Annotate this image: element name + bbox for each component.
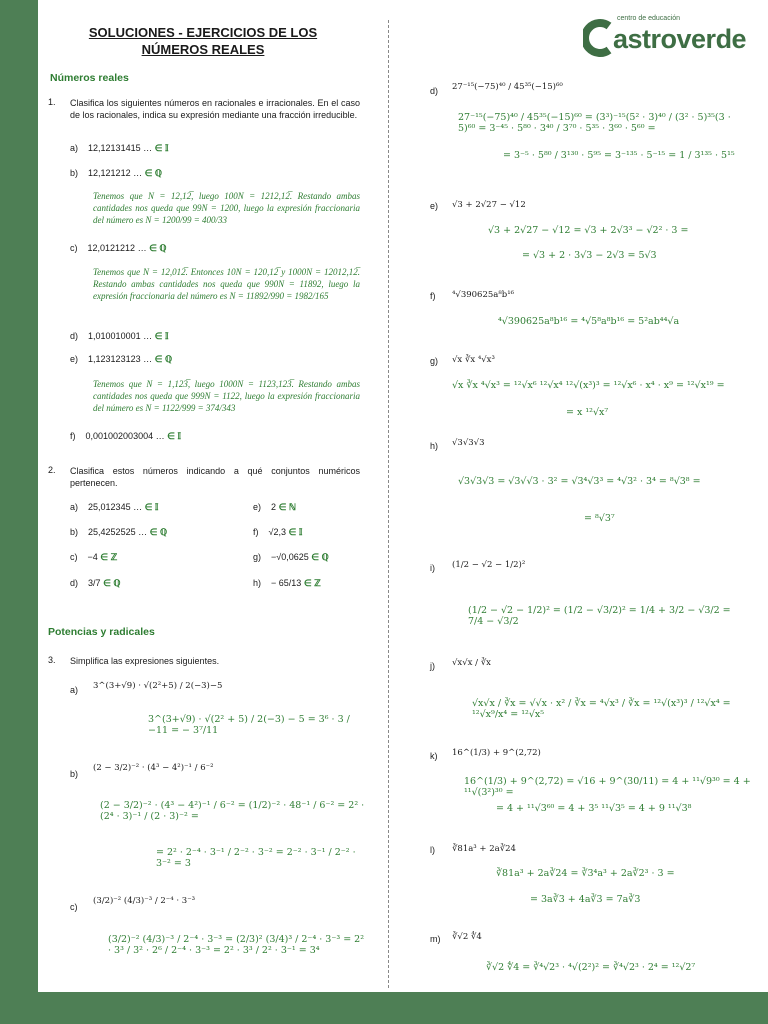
q2-item-f: f) √2,3 ∈ 𝕀	[253, 527, 303, 537]
q1-note-e: Tenemos que N = 1,123̅, luego 1000N = 1123,123̅. Restando ambas cantidades nos queda que 999N = 1122, luego la expresión fraccionaria del número es N = 1122/999 = 374/343	[93, 379, 360, 413]
item-text: 12,121212 …	[88, 168, 143, 178]
q3-item-a-solution: 3^(3+√9) · √(2² + 5) / 2(−3) − 5 = 3⁶ · 3 / −11 = − 3⁷/11	[148, 714, 350, 736]
q3-item-d-label: d)	[430, 86, 439, 96]
item-label: e)	[70, 354, 79, 364]
q1-item-c	[70, 243, 167, 254]
castroverde-logo	[583, 14, 753, 60]
item-answer: ∈ 𝕀	[154, 331, 169, 341]
logo-name: astroverde	[613, 24, 747, 54]
q1-note-b: Tenemos que N = 12,12̅, luego 100N = 1212,12̅. Restando ambas cantidades nos queda que 99N = 1200, luego la expresión fraccionaria del número es N = 1200/99 = 400/33	[93, 191, 360, 225]
q3-item-c-solution: (3/2)⁻² (4/3)⁻³ / 2⁻⁴ · 3⁻³ = (2/3)² (3/4)³ / 2⁻⁴ · 3⁻³ = 2² · 3³ / 3² · 2⁶ / 2⁻⁴ · 3⁻³ = 2² · 3³ / 2² · 3⁻¹ = 3⁴	[108, 934, 365, 956]
footer-band	[0, 992, 768, 1024]
q3-item-b-solution-1: (2 − 3/2)⁻² · (4³ − 4²)⁻¹ / 6⁻² = (1/2)⁻² · 48⁻¹ / 6⁻² = 2² · (2⁴ · 3)⁻¹ / (2 · 3)⁻² =	[100, 800, 365, 822]
item-text: 1,010010001 …	[88, 331, 153, 341]
item-text: 0,001002003004 …	[85, 431, 165, 441]
left-sidebar-band	[0, 0, 38, 1024]
q1-text: Clasifica los siguientes números en racionales e irracionales. En el caso de los racionales, indica su expresión mediante una fracción irreducible.	[70, 98, 360, 120]
q3-item-i-solution: (1/2 − √2 − 1/2)² = (1/2 − √3/2)² = 1/4 + 3/2 − √3/2 = 7/4 − √3/2	[468, 605, 731, 627]
q3-item-e-solution-2: = √3 + 2 · 3√3 − 2√3 = 5√3	[522, 250, 657, 261]
q1-number: 1.	[48, 97, 56, 107]
title-line-1: SOLUCIONES - EJERCICIOS DE LOS	[88, 25, 318, 40]
q2-item-d: d) 3/7 ∈ ℚ	[70, 578, 121, 588]
item-answer: ∈ 𝕀	[167, 431, 181, 441]
q3-item-m-label: m)	[430, 934, 441, 944]
q3-item-k-label: k)	[430, 751, 438, 761]
q3-item-i-label: i)	[430, 563, 435, 573]
q3-item-e-expr: √3 + 2√27 − √12	[452, 200, 526, 210]
q3-item-l-label: l)	[430, 845, 435, 855]
q3-item-m-expr: ∛√2 ∜4	[452, 932, 482, 942]
q3-item-k-expr: 16^(1/3) + 9^(2,72)	[452, 748, 541, 758]
q3-item-g-solution-1: √x ∛x ⁴√x³ = ¹²√x⁶ ¹²√x⁴ ¹²√(x³)³ = ¹²√x⁶ · x⁴ · x⁹ = ¹²√x¹⁹ =	[452, 380, 725, 391]
q3-text: Simplifica las expresiones siguientes.	[70, 656, 220, 666]
section-potencias: Potencias y radicales	[48, 626, 155, 638]
q3-item-d-expr: 27⁻¹⁵(−75)⁴⁰ / 45³⁵(−15)⁶⁰	[452, 82, 563, 92]
q3-item-e-solution-1: √3 + 2√27 − √12 = √3 + 2√3³ − √2² · 3 =	[488, 225, 689, 236]
q1-item-a	[70, 143, 168, 154]
item-label: c)	[70, 243, 78, 253]
q3-item-b-solution-2: = 2² · 2⁻⁴ · 3⁻¹ / 2⁻² · 3⁻² = 2⁻² · 3⁻¹ / 2⁻² · 3⁻² = 3	[156, 847, 356, 869]
q3-item-l-solution-2: = 3a∛3 + 4a∛3 = 7a∛3	[530, 894, 641, 905]
q3-item-j-expr: √x√x / ∛x	[452, 658, 491, 668]
item-text: 12,12131415 …	[88, 143, 153, 153]
item-text: 1,123123123 …	[88, 354, 153, 364]
q3-item-l-solution-1: ∛81a³ + 2a∛24 = ∛3⁴a³ + 2a∛2³ · 3 =	[496, 868, 675, 879]
q3-item-c-expr: (3/2)⁻² (4/3)⁻³ / 2⁻⁴ · 3⁻³	[93, 896, 196, 906]
q3-item-h-label: h)	[430, 441, 439, 451]
q3-item-i-expr: (1/2 − √2 − 1/2)²	[452, 560, 526, 570]
q2-item-b: b) 25,4252525 … ∈ ℚ	[70, 527, 168, 537]
q2-item-e: e) 2 ∈ ℕ	[253, 502, 297, 512]
item-answer: ∈ ℚ	[154, 354, 173, 364]
q3-item-g-label: g)	[430, 356, 439, 366]
q1-item-f	[70, 431, 181, 442]
item-label: b)	[70, 168, 79, 178]
item-answer: ∈ ℚ	[144, 168, 163, 178]
q3-item-g-expr: √x ∛x ⁴√x³	[452, 355, 495, 365]
item-label: d)	[70, 331, 79, 341]
q1-item-e	[70, 354, 172, 365]
q3-item-k-solution-2: = 4 + ¹¹√3⁶⁰ = 4 + 3⁵ ¹¹√3⁵ = 4 + 9 ¹¹√3⁸	[496, 803, 692, 814]
q3-item-a-expr: 3^(3+√9) · √(2²+5) / 2(−3)−5	[93, 681, 223, 691]
q3-item-d-solution-1: 27⁻¹⁵(−75)⁴⁰ / 45³⁵(−15)⁶⁰ = (3³)⁻¹⁵(5² · 3)⁴⁰ / (3² · 5)³⁵(3 · 5)⁶⁰ = 3⁻⁴⁵ · 5⁸⁰ · 3⁴⁰ / 3⁷⁰ · 5³⁵ · 3⁶⁰ · 5⁶⁰ =	[458, 112, 731, 134]
q3-item-f-expr: ⁴√390625a⁸b¹⁶	[452, 290, 515, 300]
column-divider	[388, 20, 389, 988]
q3-item-c-label: c)	[70, 902, 78, 912]
logo-c-icon	[583, 18, 613, 58]
q2-item-a: a) 25,012345 … ∈ 𝕀	[70, 502, 159, 512]
q3-item-h-solution-2: = ⁸√3⁷	[584, 513, 615, 524]
q1-item-b	[70, 168, 162, 179]
q2-item-c: c) −4 ∈ ℤ	[70, 552, 118, 562]
q3-item-h-expr: √3√3√3	[452, 438, 485, 448]
q3-number: 3.	[48, 655, 56, 665]
item-answer: ∈ ℚ	[149, 243, 167, 253]
q3-item-e-label: e)	[430, 201, 439, 211]
q3-item-j-solution: √x√x / ∛x = √√x · x² / ∛x = ⁴√x³ / ∛x = ¹²√(x³)³ / ¹²√x⁴ = ¹²√x⁹/x⁴ = ¹²√x⁵	[472, 698, 731, 720]
q2-item-g: g) −√0,0625 ∈ ℚ	[253, 552, 329, 562]
q3-item-g-solution-2: = x ¹²√x⁷	[566, 407, 609, 418]
q3-item-d-solution-2: = 3⁻⁵ · 5⁸⁰ / 3¹³⁰ · 5⁹⁵ = 3⁻¹³⁵ · 5⁻¹⁵ = 1 / 3¹³⁵ · 5¹⁵	[503, 150, 735, 161]
q3-item-b-label: b)	[70, 769, 79, 779]
q2-item-h: h) − 65/13 ∈ ℤ	[253, 578, 321, 588]
q3-item-f-label: f)	[430, 291, 436, 301]
q3-item-b-expr: (2 − 3/2)⁻² · (4³ − 4²)⁻¹ / 6⁻²	[93, 763, 214, 773]
q3-item-l-expr: ∛81a³ + 2a∛24	[452, 844, 516, 854]
q3-item-f-solution: ⁴√390625a⁸b¹⁶ = ⁴√5⁸a⁸b¹⁶ = 5²ab⁴⁴√a	[498, 316, 680, 327]
logo-tagline: centro de educación	[617, 15, 681, 22]
item-label: f)	[70, 431, 76, 441]
q2-number: 2.	[48, 465, 56, 475]
section-numeros-reales: Números reales	[50, 72, 129, 84]
q3-item-h-solution-1: √3√3√3 = √3√√3 · 3² = √3⁴√3³ = ⁴√3² · 3⁴ = ⁸√3⁸ =	[458, 476, 701, 487]
item-text: 12,0121212 …	[87, 243, 147, 253]
q1-note-c: Tenemos que N = 12,012̅. Entonces 10N = 120,12̅ y 1000N = 12012,12̅. Restando ambas cantidades nos queda que 990N = 11892, luego la expresión fraccionaria del número es N = 11892/990 = 1982/165	[93, 267, 360, 301]
q3-item-k-solution-1: 16^(1/3) + 9^(2,72) = √16 + 9^(30/11) = 4 + ¹¹√9³⁰ = 4 + ¹¹√(3²)³⁰ =	[464, 776, 751, 798]
document-page	[38, 0, 768, 992]
page-title	[88, 24, 318, 58]
q3-item-m-solution: ∛√2 ∜4 = ∛⁴√2³ · ⁴√(2²)² = ∛⁴√2³ · 2⁴ = ¹²√2⁷	[486, 962, 696, 973]
q3-item-a-label: a)	[70, 685, 79, 695]
q2-text: Clasifica estos números indicando a qué conjuntos numéricos pertenecen.	[70, 466, 360, 488]
q3-item-j-label: j)	[430, 661, 435, 671]
item-label: a)	[70, 143, 79, 153]
q1-item-d	[70, 331, 168, 342]
item-answer: ∈ 𝕀	[154, 143, 169, 153]
title-line-2: NÚMEROS REALES	[141, 42, 265, 57]
